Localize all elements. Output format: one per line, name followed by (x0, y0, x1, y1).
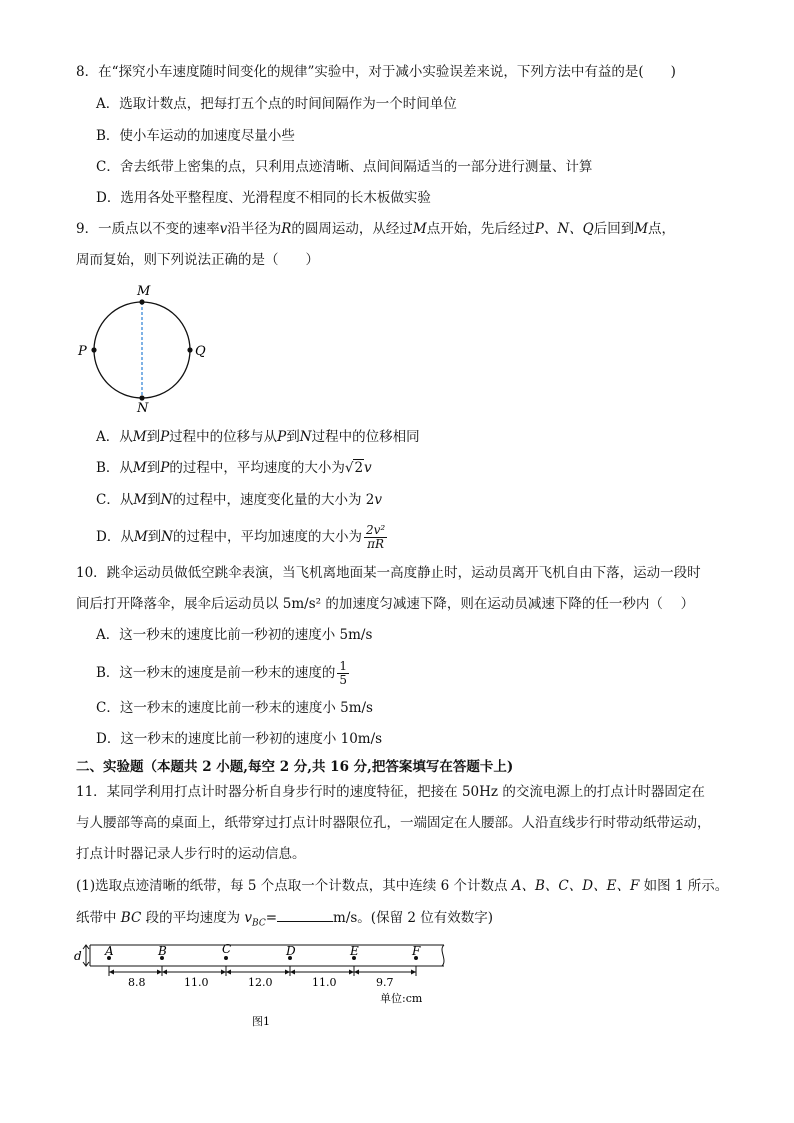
q11-line2: 与人腰部等高的桌面上，纸带穿过打点计时器限位孔，一端固定在人腰部。人沿直线步行时带动纸带运动， (76, 815, 711, 831)
q9-option-b: B．从M到P的过程中，平均速度的大小为√2v (96, 460, 372, 476)
answer-blank (277, 907, 333, 922)
label-e: E (350, 944, 359, 958)
q11-line3: 打点计时器记录人步行时的运动信息。 (76, 846, 306, 862)
point-q (187, 347, 192, 352)
unit-label: 单位:cm (380, 992, 423, 1005)
label-n: N (137, 401, 149, 415)
segment-bc: 11.0 (184, 976, 209, 989)
q10-stem-line1: 10．跳伞运动员做低空跳伞表演，当飞机离地面某一高度静止时，运动员离开飞机自由下落，运动一段时 (76, 565, 701, 581)
label-q: Q (195, 344, 206, 359)
q9-stem-line1: 9．一质点以不变的速率v沿半径为R的圆周运动，从经过M点开始，先后经过P、N、Q后回到M点， (76, 221, 676, 237)
segment-cd: 12.0 (248, 976, 273, 989)
q9-circle-figure (76, 280, 216, 415)
section-2-title: 二、实验题（本题共 2 小题,每空 2 分,共 16 分,把答案填写在答题卡上) (76, 759, 514, 775)
point-c (224, 956, 228, 960)
q10-option-a: A．这一秒末的速度比前一秒初的速度小 5m/s (96, 627, 373, 643)
q8-stem: 8．在“探究小车速度随时间变化的规律”实验中，对于减小实验误差来说，下列方法中有益的是( ) (76, 64, 676, 80)
q8-option-b: B．使小车运动的加速度尽量小些 (96, 128, 295, 144)
q9-option-a: A．从M到P过程中的位移与从P到N过程中的位移相同 (96, 429, 420, 445)
q10-option-b: B．这一秒末的速度是前一秒末的速度的 $\frac{1}{5}$ (96, 659, 348, 687)
q11-part1-line2: 纸带中 BC 段的平均速度为 $v_{BC}= m/s$。(保留 2 位有效数字) (76, 907, 493, 934)
q11-part1-line1: (1)选取点迹清晰的纸带，每 5 个点取一个计数点，其中连续 6 个计数点 A、B、C、D、E、F 如图 1 所示。 (76, 878, 729, 894)
label-a: A (105, 944, 114, 958)
q8-option-c: C．舍去纸带上密集的点，只利用点迹清晰、点间间隔适当的一部分进行测量、计算 (96, 159, 593, 175)
label-m: M (137, 284, 151, 299)
q8-option-a: A．选取计数点，把每打五个点的时间间隔作为一个时间单位 (96, 96, 457, 112)
q10-option-d: D．这一秒末的速度比前一秒初的速度小 10m/s (96, 731, 383, 747)
q11-line1: 11．某同学利用打点计时器分析自身步行时的速度特征，把接在 50Hz 的交流电源上的打点计时器固定在 (76, 784, 705, 800)
label-d-point: D (286, 944, 296, 958)
figure-caption: 图1 (252, 1015, 270, 1028)
label-d: d (74, 949, 82, 963)
label-p: P (78, 344, 87, 359)
fraction-1-5: $\frac{1}{5}$ (339, 659, 348, 687)
segment-ef: 9.7 (376, 976, 394, 989)
q10-stem-line2: 间后打开降落伞，展伞后运动员以 5m/s² 的加速度匀减速下降，则在运动员减速下降的任一秒内（ ） (76, 596, 695, 612)
label-c: C (222, 942, 232, 956)
q9-stem-line2: 周而复始，则下列说法正确的是（ ） (76, 252, 319, 268)
segment-ab: 8.8 (128, 976, 146, 989)
sqrt-2: √2 (344, 460, 364, 476)
figure-1-tape (72, 940, 456, 1030)
point-m (139, 299, 144, 304)
q9-option-c: C．从M到N的过程中，速度变化量的大小为 2v (96, 492, 383, 508)
q9-option-d: D．从M到N的过程中，平均加速度的大小为 $\frac{\text{2v²}}{\pi R}$ (96, 523, 386, 551)
point-p (91, 347, 96, 352)
label-b: B (158, 944, 167, 958)
q10-option-c: C．这一秒末的速度比前一秒末的速度小 5m/s (96, 700, 373, 716)
point-n (139, 395, 144, 400)
segment-de: 11.0 (312, 976, 337, 989)
fraction-2v2-over-piR: $\frac{\text{2v²}}{\pi R}$ (365, 523, 386, 551)
label-f: F (412, 944, 421, 958)
q8-option-d: D．选用各处平整程度、光滑程度不相同的长木板做实验 (96, 190, 431, 206)
